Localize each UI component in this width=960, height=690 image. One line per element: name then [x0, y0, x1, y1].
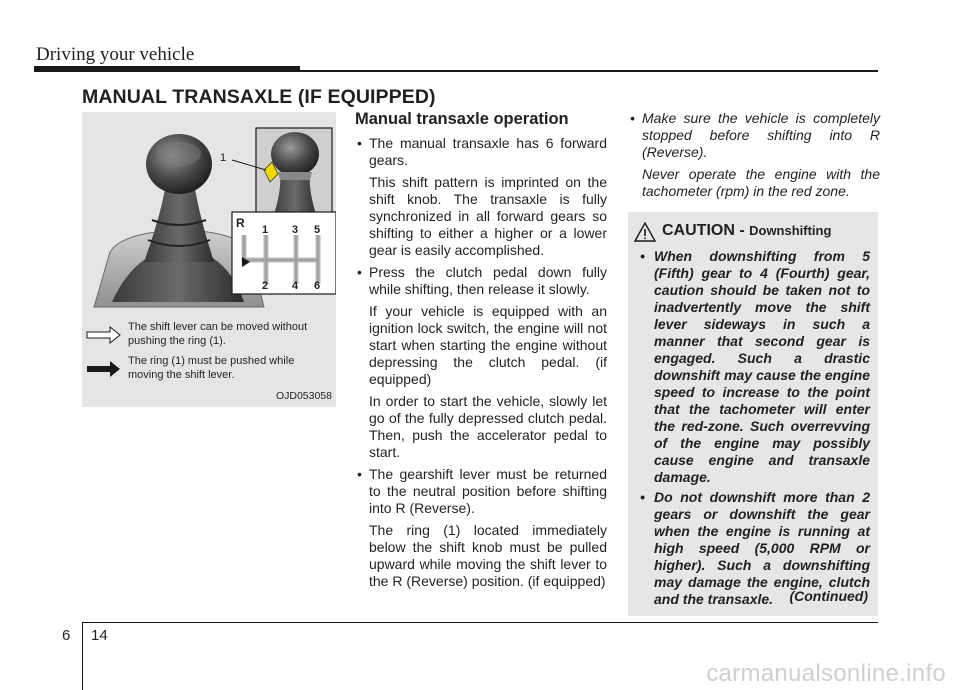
- list-paragraph: The ring (1) located immediately below the shift knob must be pulled upward while moving the shift lever to the R (Reverse) position. (if equipped): [369, 522, 607, 589]
- outline-arrow-icon: [86, 326, 122, 344]
- right-column: [628, 110, 880, 205]
- footer-divider: [82, 622, 83, 690]
- caution-label: CAUTION -: [662, 222, 745, 239]
- caution-subtitle: Downshifting: [749, 223, 832, 238]
- caution-title: [634, 222, 874, 244]
- chapter-number: 6: [62, 627, 71, 644]
- shift-lever-figure: [82, 112, 336, 407]
- pattern-gear-3: 3: [292, 224, 299, 236]
- caption-outline-arrow: The shift lever can be moved without pushing the ring (1).: [128, 321, 308, 347]
- header-rule-thick: [34, 66, 300, 72]
- subheading: Manual transaxle operation: [355, 110, 569, 128]
- figure-code: OJD053058: [275, 390, 332, 402]
- caution-box: [628, 212, 878, 616]
- warning-triangle-icon: [634, 222, 656, 242]
- list-paragraph: If your vehicle is equipped with an ignition lock switch, the engine will not start when starting the engine without depressing the clutch pedal. (if equipped): [369, 303, 607, 387]
- header-rule-thin: [300, 70, 878, 72]
- list-item: • The gearshift lever must be returned to the neutral position before shifting into R (Reverse).: [355, 466, 607, 517]
- list-paragraph: Never operate the engine with the tachometer (rpm) in the red zone.: [642, 166, 880, 199]
- chapter-title: Driving your vehicle: [36, 44, 195, 65]
- caution-item: • Do not downshift more than 2 gears or downshift the gear when the engine is running at high speed (5,000 RPM or higher). Such a downshifting may damage the engine, clutch and the transaxle.: [638, 489, 870, 608]
- callout-number: 1: [220, 152, 227, 164]
- caption-solid-arrow: The ring (1) must be pushed while moving the shift lever.: [128, 355, 295, 381]
- pattern-gear-4: 4: [292, 280, 299, 292]
- list-item: • Make sure the vehicle is completely stopped before shifting into R (Reverse).: [628, 110, 880, 161]
- list-item: • The manual transaxle has 6 forward gears.: [355, 135, 607, 169]
- pattern-gear-6: 6: [314, 280, 321, 292]
- pattern-gear-2: 2: [262, 280, 269, 292]
- pattern-gear-5: 5: [314, 224, 321, 236]
- watermark: carmanualsonline.info: [706, 660, 946, 687]
- pattern-reverse-label: R: [236, 216, 245, 230]
- main-column: [355, 110, 607, 595]
- section-heading: MANUAL TRANSAXLE (IF EQUIPPED): [82, 86, 436, 108]
- caution-item: • When downshifting from 5 (Fifth) gear to 4 (Fourth) gear, caution should be taken not to inadvertently move the shift lever sideways in such a manner that second gear is engaged. Such a drastic downshift may cause the engine speed to increase to the point that the tachometer will enter the red-zone. Such overrevving of the engine may possibly cause engine and transaxle damage.: [638, 248, 870, 486]
- pattern-gear-1: 1: [262, 224, 269, 236]
- continued-label: (Continued): [789, 588, 868, 604]
- page-number: 14: [91, 627, 108, 644]
- list-paragraph: This shift pattern is imprinted on the shift knob. The transaxle is fully synchronized in all forward gears so shifting to either a higher or a lower gear is easily accomplished.: [369, 174, 607, 258]
- solid-arrow-icon: [86, 360, 122, 378]
- footer-rule: [82, 622, 878, 623]
- list-item: • Press the clutch pedal down fully while shifting, then release it slowly.: [355, 264, 607, 298]
- list-paragraph: In order to start the vehicle, slowly let go of the fully depressed clutch pedal. Then, push the accelerator pedal to start.: [369, 393, 607, 460]
